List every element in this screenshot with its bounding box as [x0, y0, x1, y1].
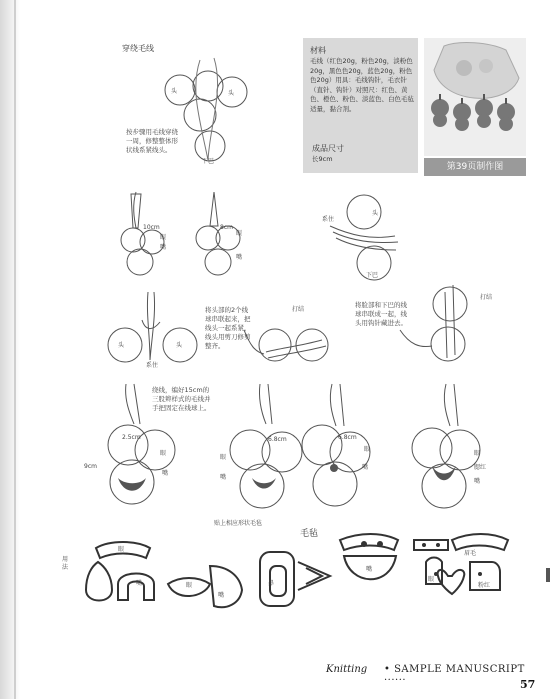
felt-mouth-label-2: 嘴: [218, 592, 225, 599]
row4-dim-9cm: 9cm: [84, 463, 97, 470]
row2-bottom-label: 下巴: [366, 272, 379, 279]
felt-eye-label-2: 眼: [186, 582, 193, 589]
materials-title: 材料: [310, 46, 326, 55]
row3-head-label-2: 头: [176, 342, 183, 349]
step1-bottom-label: 下巴: [202, 158, 215, 165]
row2-dim-8cm: 8cm: [220, 224, 233, 231]
glue-caption: 贴上相应形状毛毡: [214, 520, 263, 527]
felt-eye-label: 眼: [118, 546, 125, 553]
step1-head-label-right: 头: [228, 90, 235, 97]
row4-mouth-label: 嘴: [162, 470, 169, 477]
step1-note: 按步骤用毛线穿绕一周，修整整体形状线系紧线头。: [126, 128, 178, 154]
photo-caption: 第39页制作图: [424, 158, 526, 176]
row3-knot-label-1: 打结: [292, 306, 305, 313]
materials-body: 毛线（红色20g，粉色20g，淡粉色20g，黑色色20g，蓝色20g，粉色色20g）用具：毛线钩针，毛衣针（直针、钩针）对照尺：红色、黄色、橙色、粉色、淡蓝色、白色毛毡适量，黏合剂。: [310, 57, 414, 113]
row2-mouth-label-2: 嘴: [236, 254, 243, 261]
felt-side-label: 用法: [62, 556, 69, 571]
felt-pink-label: 粉红: [478, 582, 491, 589]
felt-brow-label: 眉毛: [464, 550, 477, 557]
step1-head-label-left: 头: [171, 88, 178, 95]
side-tab-mark: [546, 568, 550, 582]
row3-note-middle: 将头部的2个线球串联起来，把线头一起系紧，线头用剪刀修剪整齐。: [205, 306, 251, 350]
row4-cheek-label: 腮红: [474, 464, 487, 471]
row4-eye-label-4: 眼: [474, 450, 481, 457]
page-number: 57: [520, 678, 536, 691]
row2-tie-label: 系住: [322, 216, 335, 223]
row4-mouth-label-2: 嘴: [220, 474, 227, 481]
felt-mouth-label: 嘴: [136, 580, 143, 587]
row4-dim-25cm: 2.5cm: [122, 434, 141, 441]
row4-dim-68cm-2: 6.8cm: [338, 434, 357, 441]
row3-knot-label-2: 打结: [480, 294, 493, 301]
row2-mouth-label: 嘴: [160, 244, 167, 251]
row4-dim-68cm: 6.8cm: [268, 436, 287, 443]
felt-nose-label: 鼻: [268, 580, 275, 587]
section-title: 穿绕毛线: [122, 44, 154, 53]
felt-title: 毛毡: [300, 529, 319, 539]
felt-mouth-label-3: 嘴: [366, 566, 373, 573]
row4-eye-label: 眼: [160, 450, 167, 457]
row4-mouth-label-3: 嘴: [362, 464, 369, 471]
row2-eye-label-2: 眼: [236, 230, 243, 237]
footer-sample-manuscript: • SAMPLE MANUSCRIPT ······: [384, 664, 525, 686]
row4-eye-label-2: 眼: [220, 454, 227, 461]
row4-note: 绕线，编好15cm的三股辫样式的毛线并手把固定在线球上。: [152, 386, 211, 412]
row3-tie-label: 系住: [146, 362, 159, 369]
materials-size-title: 成品尺寸: [312, 144, 344, 153]
materials-size: 长9cm: [312, 155, 333, 163]
row2-dim-10cm: 10cm: [143, 224, 160, 231]
row2-head-label: 头: [372, 210, 379, 217]
row4-eye-label-3: 眼: [364, 446, 371, 453]
row2-eye-label: 眼: [160, 234, 167, 241]
row3-head-label-1: 头: [118, 342, 125, 349]
footer-knitting: Knitting: [326, 664, 368, 675]
row3-note-right: 将脸部和下巴的线球串联成一起，线头用钩针藏进去。: [355, 301, 407, 327]
row4-mouth-label-4: 嘴: [474, 478, 481, 485]
felt-eye-label-3: 眼: [428, 576, 435, 583]
